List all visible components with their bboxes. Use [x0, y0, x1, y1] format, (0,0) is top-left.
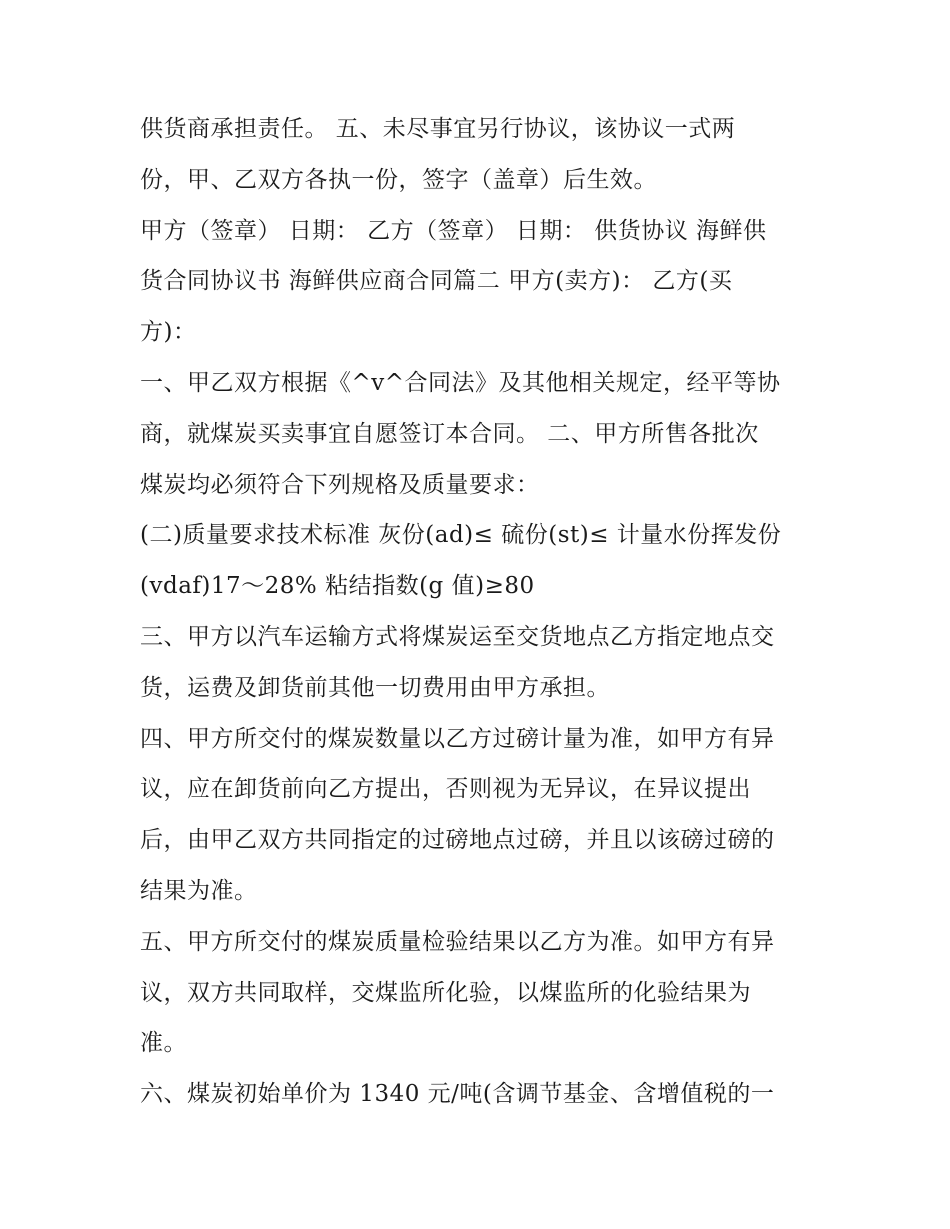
text-line: 五、甲方所交付的煤炭质量检验结果以乙方为准。如甲方有异	[140, 928, 775, 955]
text-line: 货合同协议书 海鲜供应商合同篇二 甲方(卖方)： 乙方(买	[140, 268, 733, 295]
text-line: 六、煤炭初始单价为 1340 元/吨(含调节基金、含增值税的一	[140, 1081, 775, 1108]
text-line: 三、甲方以汽车运输方式将煤炭运至交货地点乙方指定地点交	[140, 623, 775, 650]
text-line: 商，就煤炭买卖事宜自愿签订本合同。 二、甲方所售各批次	[140, 420, 759, 447]
text-line: 议，应在卸货前向乙方提出，否则视为无异议，在异议提出	[140, 776, 751, 803]
text-line: 议，双方共同取样，交煤监所化验，以煤监所的化验结果为	[140, 979, 751, 1006]
text-line: 供货商承担责任。 五、未尽事宜另行协议，该协议一式两	[140, 116, 736, 142]
text-line: (二)质量要求技术标准 灰份(ad)≤ 硫份(st)≤ 计量水份挥发份	[140, 522, 782, 549]
text-line: 四、甲方所交付的煤炭数量以乙方过磅计量为准，如甲方有异	[140, 725, 775, 752]
text-line: 煤炭均必须符合下列规格及质量要求：	[140, 471, 540, 498]
text-line: 一、甲乙双方根据《^v^合同法》及其他相关规定，经平等协	[140, 369, 781, 396]
text-line: 份，甲、乙双方各执一份，签字（盖章）后生效。	[140, 166, 657, 193]
text-line: (vdaf)17～28% 粘结指数(g 值)≥80	[140, 573, 535, 600]
document-body	[140, 104, 820, 1120]
text-line: 甲方（签章） 日期： 乙方（签章） 日期： 供货协议 海鲜供	[140, 217, 767, 244]
text-line: 方)：	[140, 319, 197, 346]
text-line: 货，运费及卸货前其他一切费用由甲方承担。	[140, 674, 610, 701]
text-line: 后，由甲乙双方共同指定的过磅地点过磅，并且以该磅过磅的	[140, 827, 775, 854]
text-line: 准。	[140, 1030, 187, 1057]
text-line: 结果为准。	[140, 877, 258, 904]
